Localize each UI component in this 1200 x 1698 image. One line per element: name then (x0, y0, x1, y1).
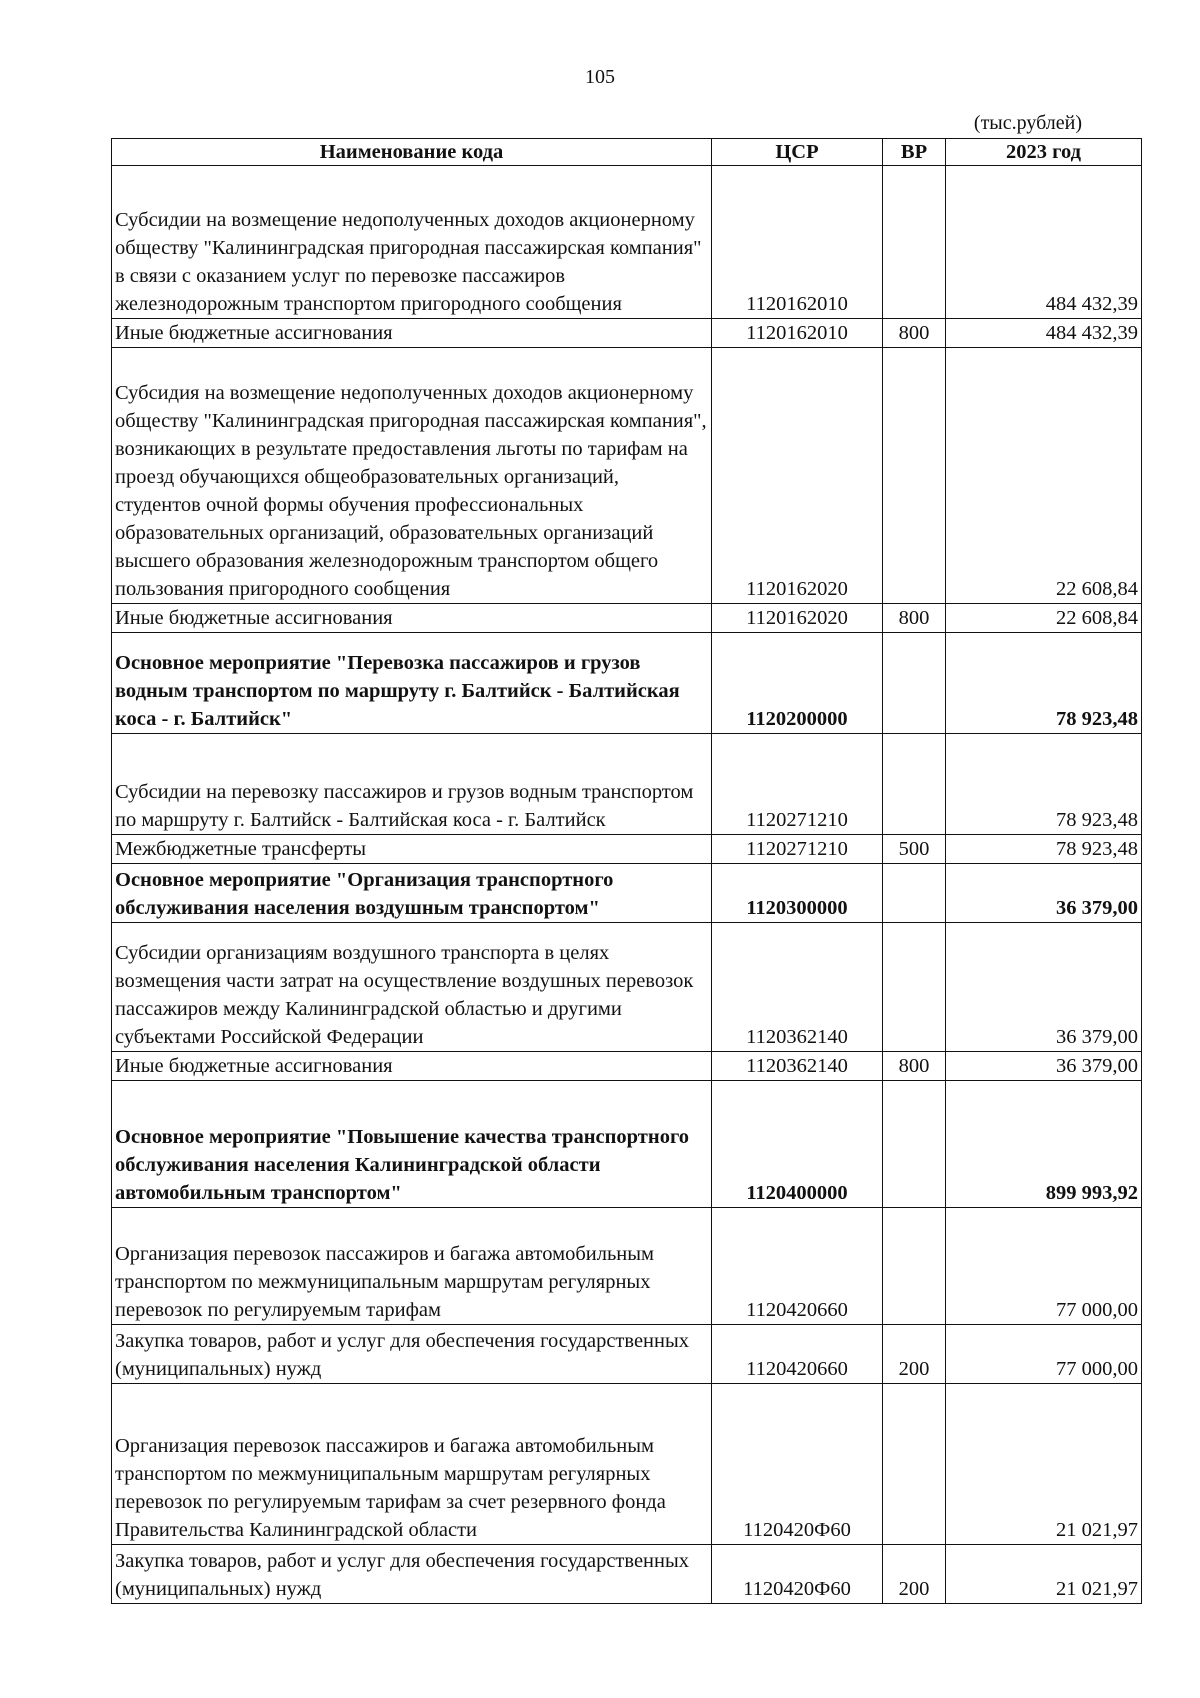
row-sum: 36 379,00 (946, 1052, 1142, 1081)
row-name: Основное мероприятие "Перевозка пассажиров и грузов водным транспортом по маршруту г. Балтийск - Балтийская коса - г. Балтийск" (112, 633, 712, 734)
row-vr: 200 (883, 1545, 946, 1604)
row-csr: 1120400000 (712, 1081, 883, 1208)
row-csr: 1120420660 (712, 1208, 883, 1325)
table-row-section (112, 633, 1142, 734)
header-sum: 2023 год (946, 139, 1142, 166)
row-vr (883, 864, 946, 923)
table-row (112, 734, 1142, 835)
table-row (112, 604, 1142, 633)
budget-table (111, 138, 1142, 1604)
row-sum: 78 923,48 (946, 633, 1142, 734)
row-sum: 21 021,97 (946, 1384, 1142, 1545)
row-vr (883, 734, 946, 835)
row-csr: 1120362140 (712, 1052, 883, 1081)
row-name: Иные бюджетные ассигнования (112, 604, 712, 633)
row-sum: 484 432,39 (946, 166, 1142, 319)
row-name: Межбюджетные трансферты (112, 835, 712, 864)
row-sum: 21 021,97 (946, 1545, 1142, 1604)
row-name: Субсидия на возмещение недополученных доходов акционерному обществу "Калининградская пригородная пассажирская компания", возникающих в результате предоставления льготы по тарифам на проезд обучающихся общеобразовательных организаций, студентов очной формы обучения профессиональных образовательных организаций, образовательных организаций высшего образования железнодорожным транспортом общего пользования пригородного сообщения (112, 348, 712, 604)
row-csr: 1120420Ф60 (712, 1545, 883, 1604)
header-csr: ЦСР (712, 139, 883, 166)
row-name: Субсидии организациям воздушного транспорта в целях возмещения части затрат на осуществление воздушных перевозок пассажиров между Калининградской областью и другими субъектами Российской Федерации (112, 923, 712, 1052)
row-csr: 1120420660 (712, 1325, 883, 1384)
row-sum: 22 608,84 (946, 348, 1142, 604)
row-name: Организация перевозок пассажиров и багажа автомобильным транспортом по межмуниципальным маршрутам регулярных перевозок по регулируемым тарифам за счет резервного фонда Правительства Калининградской области (112, 1384, 712, 1545)
table-row (112, 1052, 1142, 1081)
row-vr (883, 633, 946, 734)
row-name: Основное мероприятие "Повышение качества транспортного обслуживания населения Калининградской области автомобильным транспортом" (112, 1081, 712, 1208)
row-name: Организация перевозок пассажиров и багажа автомобильным транспортом по межмуниципальным маршрутам регулярных перевозок по регулируемым тарифам (112, 1208, 712, 1325)
row-vr: 800 (883, 604, 946, 633)
header-name: Наименование кода (112, 139, 712, 166)
row-vr (883, 1384, 946, 1545)
table-row (112, 835, 1142, 864)
row-vr: 200 (883, 1325, 946, 1384)
table-row (112, 1384, 1142, 1545)
table-row (112, 319, 1142, 348)
row-vr: 800 (883, 1052, 946, 1081)
row-csr: 1120162020 (712, 604, 883, 633)
table-row (112, 348, 1142, 604)
row-csr: 1120271210 (712, 835, 883, 864)
row-name: Закупка товаров, работ и услуг для обеспечения государственных (муниципальных) нужд (112, 1325, 712, 1384)
row-csr: 1120420Ф60 (712, 1384, 883, 1545)
row-vr (883, 923, 946, 1052)
page-number: 105 (585, 66, 615, 88)
header-vr: ВР (883, 139, 946, 166)
table-row (112, 166, 1142, 319)
row-name: Субсидии на перевозку пассажиров и грузов водным транспортом по маршруту г. Балтийск - Балтийская коса - г. Балтийск (112, 734, 712, 835)
row-sum: 77 000,00 (946, 1325, 1142, 1384)
row-name: Закупка товаров, работ и услуг для обеспечения государственных (муниципальных) нужд (112, 1545, 712, 1604)
row-csr: 1120200000 (712, 633, 883, 734)
row-name: Основное мероприятие "Организация транспортного обслуживания населения воздушным транспортом" (112, 864, 712, 923)
row-csr: 1120271210 (712, 734, 883, 835)
row-name: Иные бюджетные ассигнования (112, 319, 712, 348)
table-row (112, 1325, 1142, 1384)
row-sum: 36 379,00 (946, 923, 1142, 1052)
row-vr (883, 1208, 946, 1325)
row-sum: 22 608,84 (946, 604, 1142, 633)
row-sum: 78 923,48 (946, 734, 1142, 835)
row-csr: 1120300000 (712, 864, 883, 923)
row-sum: 78 923,48 (946, 835, 1142, 864)
row-vr: 800 (883, 319, 946, 348)
row-vr (883, 1081, 946, 1208)
table-row-section (112, 1081, 1142, 1208)
table-header-row (112, 139, 1142, 166)
row-vr: 500 (883, 835, 946, 864)
row-name: Субсидии на возмещение недополученных доходов акционерному обществу "Калининградская пригородная пассажирская компания" в связи с оказанием услуг по перевозке пассажиров железнодорожным транспортом пригородного сообщения (112, 166, 712, 319)
table-row (112, 1545, 1142, 1604)
row-csr: 1120162020 (712, 348, 883, 604)
row-sum: 36 379,00 (946, 864, 1142, 923)
table-row (112, 923, 1142, 1052)
units-label: (тыс.рублей) (973, 112, 1082, 134)
row-name: Иные бюджетные ассигнования (112, 1052, 712, 1081)
row-sum: 77 000,00 (946, 1208, 1142, 1325)
row-csr: 1120162010 (712, 166, 883, 319)
table-row (112, 1208, 1142, 1325)
row-vr (883, 166, 946, 319)
row-csr: 1120362140 (712, 923, 883, 1052)
row-sum: 484 432,39 (946, 319, 1142, 348)
row-vr (883, 348, 946, 604)
table-row-section (112, 864, 1142, 923)
row-csr: 1120162010 (712, 319, 883, 348)
row-sum: 899 993,92 (946, 1081, 1142, 1208)
